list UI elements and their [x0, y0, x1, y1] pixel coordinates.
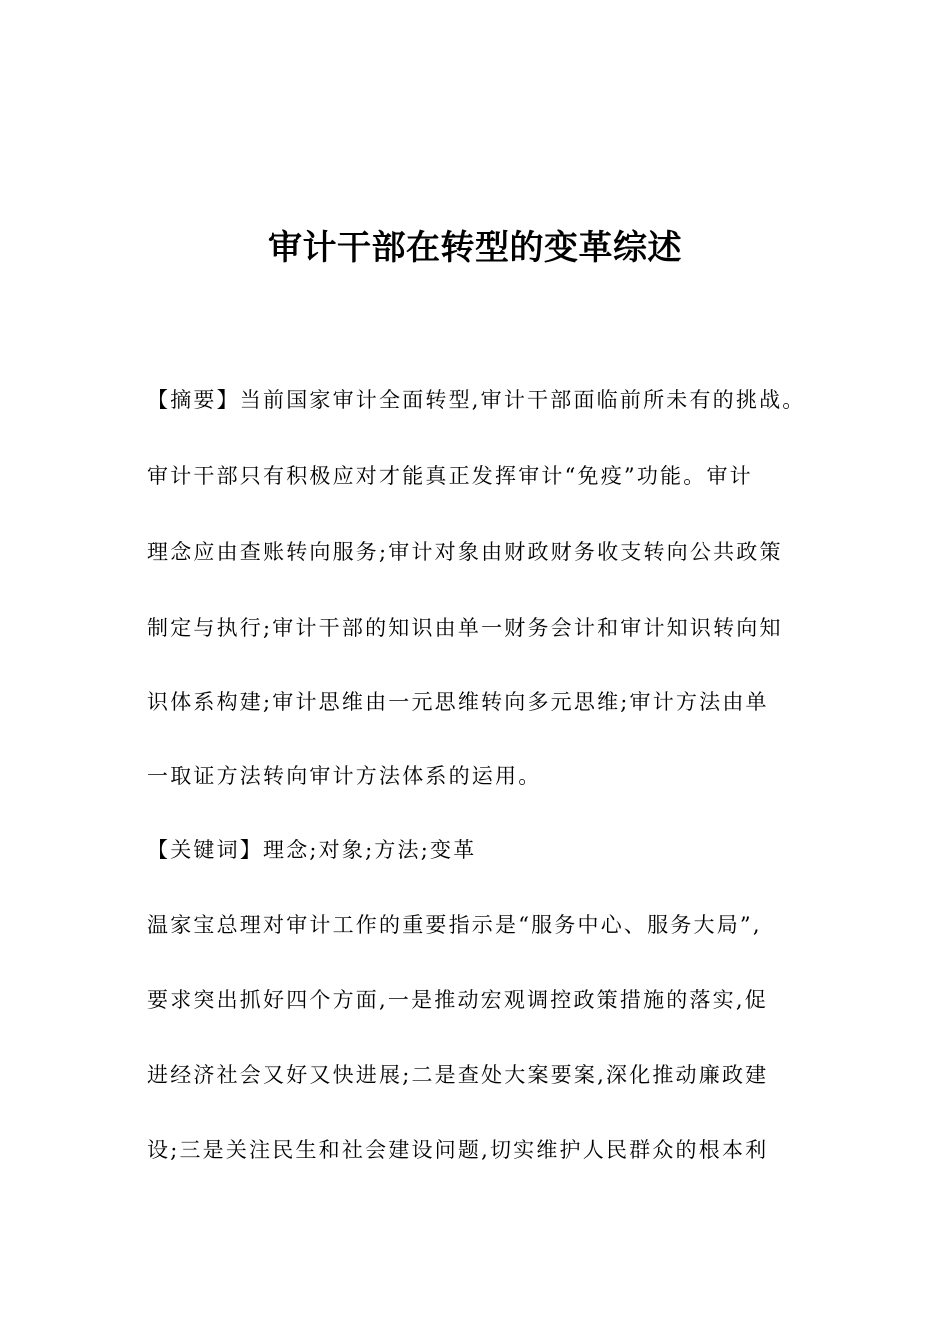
- abstract-line-1: 【摘要】当前国家审计全面转型,审计干部面临前所未有的挑战。: [147, 388, 806, 412]
- body-line-4: 设;三是关注民生和社会建设问题,切实维护人民群众的根本利: [147, 1138, 769, 1162]
- abstract-line-6: 一取证方法转向审计方法体系的运用。: [147, 764, 542, 788]
- body-line-3: 进经济社会又好又快进展;二是查处大案要案,深化推动廉政建: [147, 1063, 769, 1087]
- abstract-line-2: 审计干部只有积极应对才能真正发挥审计“免疫”功能。审计: [147, 464, 753, 488]
- keywords-line: 【关键词】理念;对象;方法;变革: [147, 838, 477, 862]
- abstract-line-5: 识体系构建;审计思维由一元思维转向多元思维;审计方法由单: [147, 690, 769, 714]
- document-title: 审计干部在转型的变革综述: [268, 228, 682, 268]
- abstract-line-3: 理念应由查账转向服务;审计对象由财政财务收支转向公共政策: [147, 540, 783, 564]
- body-line-2: 要求突出抓好四个方面,一是推动宏观调控政策措施的落实,促: [147, 988, 768, 1012]
- abstract-line-4: 制定与执行;审计干部的知识由单一财务会计和审计知识转向知: [147, 616, 783, 640]
- body-line-1: 温家宝总理对审计工作的重要指示是“服务中心、服务大局”,: [147, 913, 762, 937]
